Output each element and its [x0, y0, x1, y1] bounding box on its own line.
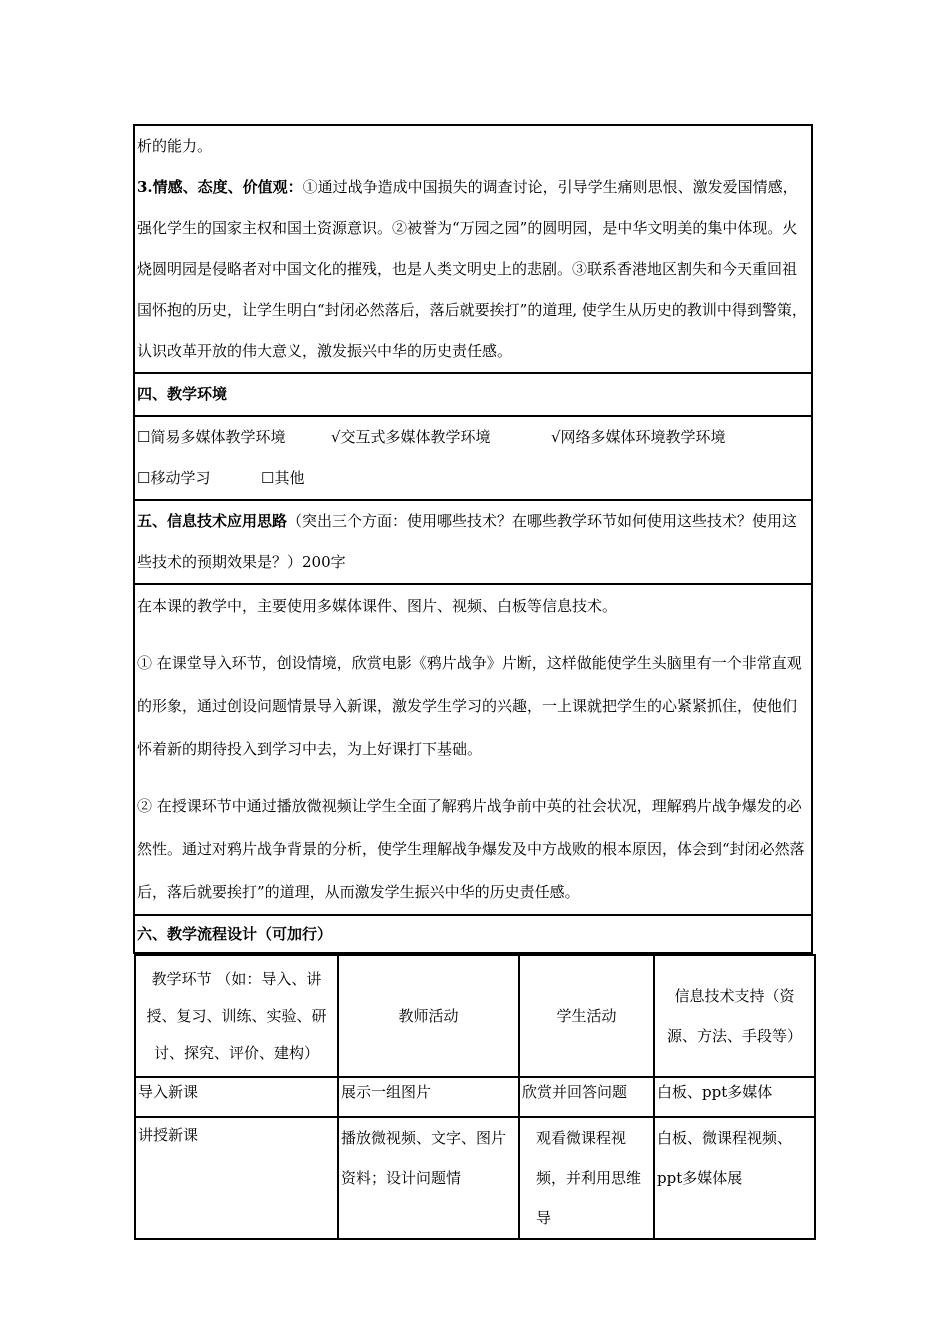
flow-cell-it-support: 白板、微课程视频、ppt多媒体展	[654, 1117, 815, 1239]
section3-cell	[134, 125, 812, 373]
environment-options-line2	[137, 458, 809, 499]
flow-cell-student: 观看微课程视频，并利用思维导	[519, 1117, 654, 1239]
flow-header-student: 学生活动	[519, 955, 654, 1077]
section3-body: ①通过战争造成中国损失的调查讨论，引导学生痛则思恨、激发爱国情感，强化学生的国家主权和国土资源意识。②被誉为“万园之园”的圆明园，是中华文明美的集中体现。火烧圆明园是侵略者对中国文化的摧残，也是人类文明史上的悲剧。③联系香港地区割失和今天重回祖国怀抱的历史，让学生明白“封闭必然落后，落后就要挨打”的道理, 使学生从历史的教训中得到警策，认识改革开放的伟大意义，激发振兴中华的历史责任感。	[137, 178, 807, 360]
flow-cell-stage: 讲授新课	[135, 1117, 338, 1239]
section5-heading-cell	[134, 500, 812, 584]
option-network-multimedia[interactable]: √网络多媒体环境教学环境	[551, 428, 726, 446]
option-other[interactable]: ☐其他	[261, 469, 305, 487]
section4-heading: 四、教学环境	[134, 373, 812, 416]
document-page	[133, 124, 813, 1240]
environment-options-line1	[137, 417, 809, 458]
section4-heading-row	[134, 373, 812, 416]
flow-header-teacher: 教师活动	[338, 955, 519, 1077]
flow-table-wrapper	[134, 953, 812, 1240]
section5-note: （突出三个方面：使用哪些技术？在哪些教学环节如何使用这些技术？使用这些技术的预期效果是？）200字	[137, 512, 798, 571]
flow-cell-student: 欣赏并回答问题	[519, 1077, 654, 1117]
flow-cell-stage: 导入新课	[135, 1077, 338, 1117]
option-interactive-multimedia[interactable]: √交互式多媒体教学环境	[331, 428, 491, 446]
section6-heading-row	[134, 915, 812, 953]
section5-paragraph-2: ② 在授课环节中通过播放微视频让学生全面了解鸦片战争前中英的社会状况，理解鸦片战争爆发的必然性。通过对鸦片战争背景的分析，使学生理解战争爆发及中方战败的根本原因，体会到“封闭必然落后，落后就要挨打”的道理，从而激发学生振兴中华的历史责任感。	[137, 797, 805, 901]
section4-options-row	[134, 416, 812, 500]
option-simple-multimedia[interactable]: ☐简易多媒体教学环境	[137, 428, 286, 446]
section6-heading: 六、教学流程设计（可加行）	[134, 915, 812, 953]
flow-row-intro	[135, 1077, 815, 1117]
flow-cell-it-support: 白板、ppt多媒体	[654, 1077, 815, 1117]
section5-paragraph-1: ① 在课堂导入环节，创设情境，欣赏电影《鸦片战争》片断，这样做能使学生头脑里有一个非常直观的形象，通过创设问题情景导入新课，激发学生学习的兴趣，一上课就把学生的心紧紧抓住，使他们怀着新的期待投入到学习中去，为上好课打下基础。	[137, 654, 802, 758]
teaching-flow-table	[134, 954, 816, 1240]
flow-header-stage: 教学环节 （如：导入、讲授、复习、训练、实验、研讨、探究、评价、建构）	[135, 955, 338, 1077]
flow-row-teach	[135, 1117, 815, 1239]
flow-header-row	[135, 955, 815, 1077]
section5-heading: 五、信息技术应用思路	[137, 512, 288, 530]
option-mobile-learning[interactable]: ☐移动学习	[137, 469, 211, 487]
lesson-plan-table	[133, 124, 813, 1240]
flow-cell-teacher: 展示一组图片	[338, 1077, 519, 1117]
section4-options-cell	[134, 416, 812, 500]
section3-heading: 3.情感、态度、价值观：	[137, 178, 303, 196]
flow-cell-teacher: 播放微视频、文字、图片资料；设计问题情	[338, 1117, 519, 1239]
section5-heading-row	[134, 500, 812, 584]
section5-body-cell	[134, 584, 812, 915]
section5-body-row	[134, 584, 812, 915]
flow-header-it-support: 信息技术支持（资源、方法、手段等）	[654, 955, 815, 1077]
section3-paragraph	[137, 167, 807, 372]
section3-row	[134, 125, 812, 373]
section6-flow-row	[134, 953, 812, 1240]
section5-intro: 在本课的教学中，主要使用多媒体课件、图片、视频、白板等信息技术。	[137, 597, 618, 615]
section3-continued-text: 析的能力。	[137, 137, 213, 155]
